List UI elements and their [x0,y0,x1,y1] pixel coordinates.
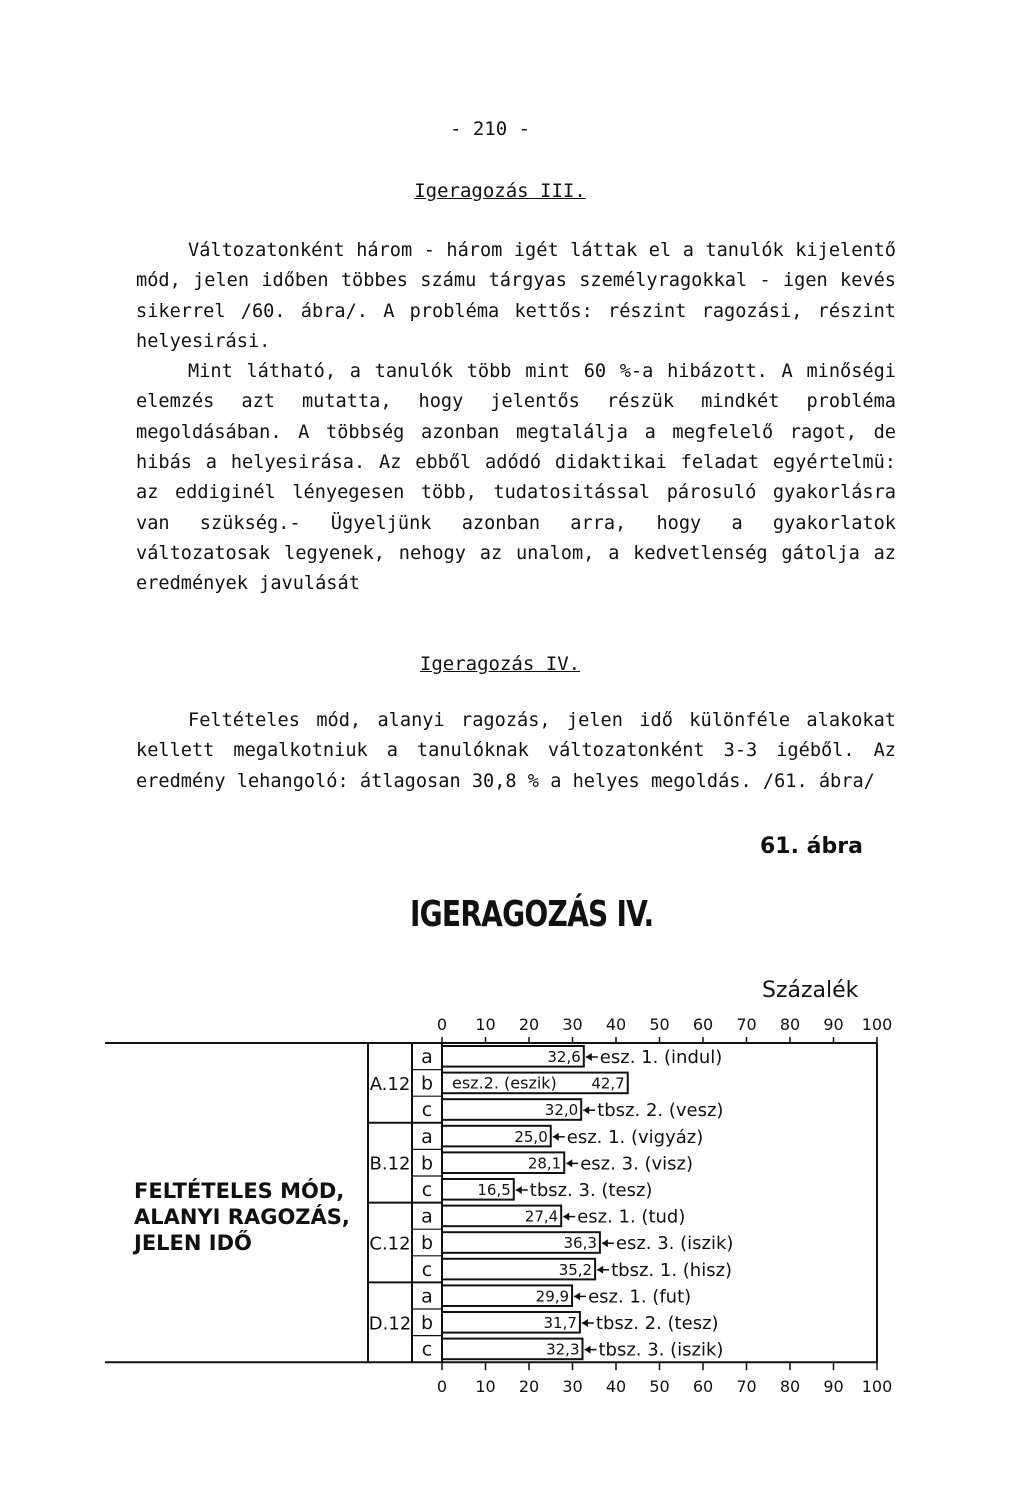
tick-label-top: 100 [861,1015,893,1034]
row-letter: b [420,1072,434,1095]
bar-value-label: 28,1 [527,1154,562,1173]
bar-value-label: 32,6 [547,1048,581,1066]
annotation-arrowhead [566,1159,572,1167]
tick-label-top: 30 [562,1015,583,1034]
annotation-arrowhead [553,1133,559,1141]
tick-label-bottom: 10 [475,1377,496,1397]
tick-label-bottom: 50 [649,1377,670,1397]
tick-label-bottom: 0 [436,1377,448,1397]
chart-unit-label: Százalék [762,978,859,1003]
bar-annotation: esz. 1. (vigyáz) [566,1126,704,1148]
annotation-arrowhead [585,1346,591,1354]
bar-annotation: tbsz. 2. (tesz) [595,1313,719,1334]
annotation-arrowhead [597,1266,603,1274]
annotation-arrowhead [582,1319,588,1327]
row-letter: b [420,1232,434,1255]
bar-value-label: 35,2 [558,1260,593,1279]
tick-label-bottom: 100 [861,1377,893,1397]
bar-value-label: 42,7 [591,1074,625,1093]
bar-value-label: 25,0 [514,1127,548,1146]
bar-annotation: esz. 3. (iszik) [615,1233,734,1255]
row-letter: c [421,1179,433,1201]
tick-label-top: 50 [649,1015,670,1034]
row-letter: c [421,1338,433,1361]
row-letter: c [421,1099,433,1122]
section-title-iv: Igeragozás IV. [419,653,581,675]
bar-value-label: 27,4 [524,1207,559,1226]
tick-label-top: 0 [436,1015,448,1034]
bar-value-label: 31,7 [543,1314,577,1332]
bar-value-label: 16,5 [477,1181,511,1199]
figure-caption: 61. ábra [760,834,863,859]
tick-label-top: 90 [823,1015,844,1034]
row-letter: a [421,1285,433,1308]
tick-label-bottom: 30 [562,1377,583,1397]
chart-title: IGERAGOZÁS IV. [410,894,654,935]
section-iii-paragraph-2: Mint látható, a tanulók több mint 60 %-a hibázott. A minőségi elemzés azt mutatta, hogy jelentős részük mindkét probléma megoldásában. A többség azonban megtalálja a megfelelő ragot, de hibás a helyesirása. Az ebből adódó didaktikai feladat egyértelmü: az eddiginél lényegesen több, tudatositással párosuló gyakorlásra van szükség.- Ügyeljünk azonban arra, hogy a gyakorlatok változatosak legyenek, nehogy az unalom, a kedvetlenség gátolja az eredmények javulását [136,361,896,595]
bar-value-label: 32,0 [544,1101,579,1120]
bar-annotation: esz. 1. (tud) [577,1206,686,1228]
annotation-arrowhead [586,1053,592,1061]
annotation-arrowhead [516,1186,522,1194]
bar-annotation: esz. 3. (visz) [580,1153,694,1175]
bar-value-label: 36,3 [563,1234,597,1253]
tick-label-bottom: 60 [692,1377,714,1397]
annotation-arrowhead [563,1213,569,1221]
tick-label-top: 10 [475,1015,496,1034]
tick-label-bottom: 80 [779,1377,801,1397]
bar-value-label: 32,3 [546,1340,580,1359]
tick-label-top: 60 [692,1015,714,1034]
group-label: D.12 [368,1313,412,1335]
tick-label-top: 70 [736,1015,757,1034]
bar-annotation: esz. 1. (indul) [599,1047,723,1068]
tick-label-bottom: 20 [518,1377,540,1397]
tick-label-top: 80 [779,1015,801,1034]
group-label: B.12 [369,1153,411,1175]
row-letter: c [421,1258,433,1281]
row-letter: a [421,1125,433,1148]
annotation-arrowhead [574,1292,580,1300]
annotation-arrowhead [583,1106,589,1114]
row-letter: b [420,1152,434,1175]
group-label: A.12 [369,1073,411,1095]
row-letter: b [420,1312,434,1334]
row-letter: a [421,1046,433,1068]
bar-annotation: tbsz. 3. (iszik) [598,1339,724,1361]
bar-annotation: tbsz. 3. (tesz) [529,1180,653,1201]
bar-annotation: esz. 1. (fut) [588,1286,692,1308]
tick-label-bottom: 90 [823,1377,844,1397]
annotation-arrowhead [602,1239,608,1247]
section-iii-paragraph-1: Változatonként három - három igét láttak el a tanulók kijelentő mód, jelen időben többes számu tárgyas személyragokkal - igen kevés sikerrel /60. ábra/. A probléma kettős: részint ragozási, részint helyesirási. [136,240,896,352]
group-label: C.12 [369,1233,411,1255]
section-iv-paragraph-1: Feltételes mód, alanyi ragozás, jelen idő különféle alakokat kellett megalkotniuk a tanulóknak változatonként 3-3 igéből. Az eredmény lehangoló: átlagosan 30,8 % a helyes megoldás. /61. ábra/ [136,710,896,792]
tick-label-bottom: 70 [736,1377,757,1397]
tick-label-top: 40 [605,1015,627,1034]
tick-label-bottom: 40 [605,1377,627,1397]
bar-value-label: 29,9 [535,1287,570,1306]
bar-annotation: tbsz. 1. (hisz) [611,1259,733,1281]
row-letter: a [421,1205,433,1228]
bar-annotation: tbsz. 2. (vesz) [597,1100,724,1122]
tick-label-top: 20 [518,1015,540,1034]
page-number: - 210 - [449,118,531,140]
section-title-iii: Igeragozás III. [414,180,586,202]
bar-annotation: esz.2. (eszik) [452,1073,557,1093]
row-label: FELTÉTELES MÓD, ALANYI RAGOZÁS, JELEN IDŐ [134,1179,350,1255]
